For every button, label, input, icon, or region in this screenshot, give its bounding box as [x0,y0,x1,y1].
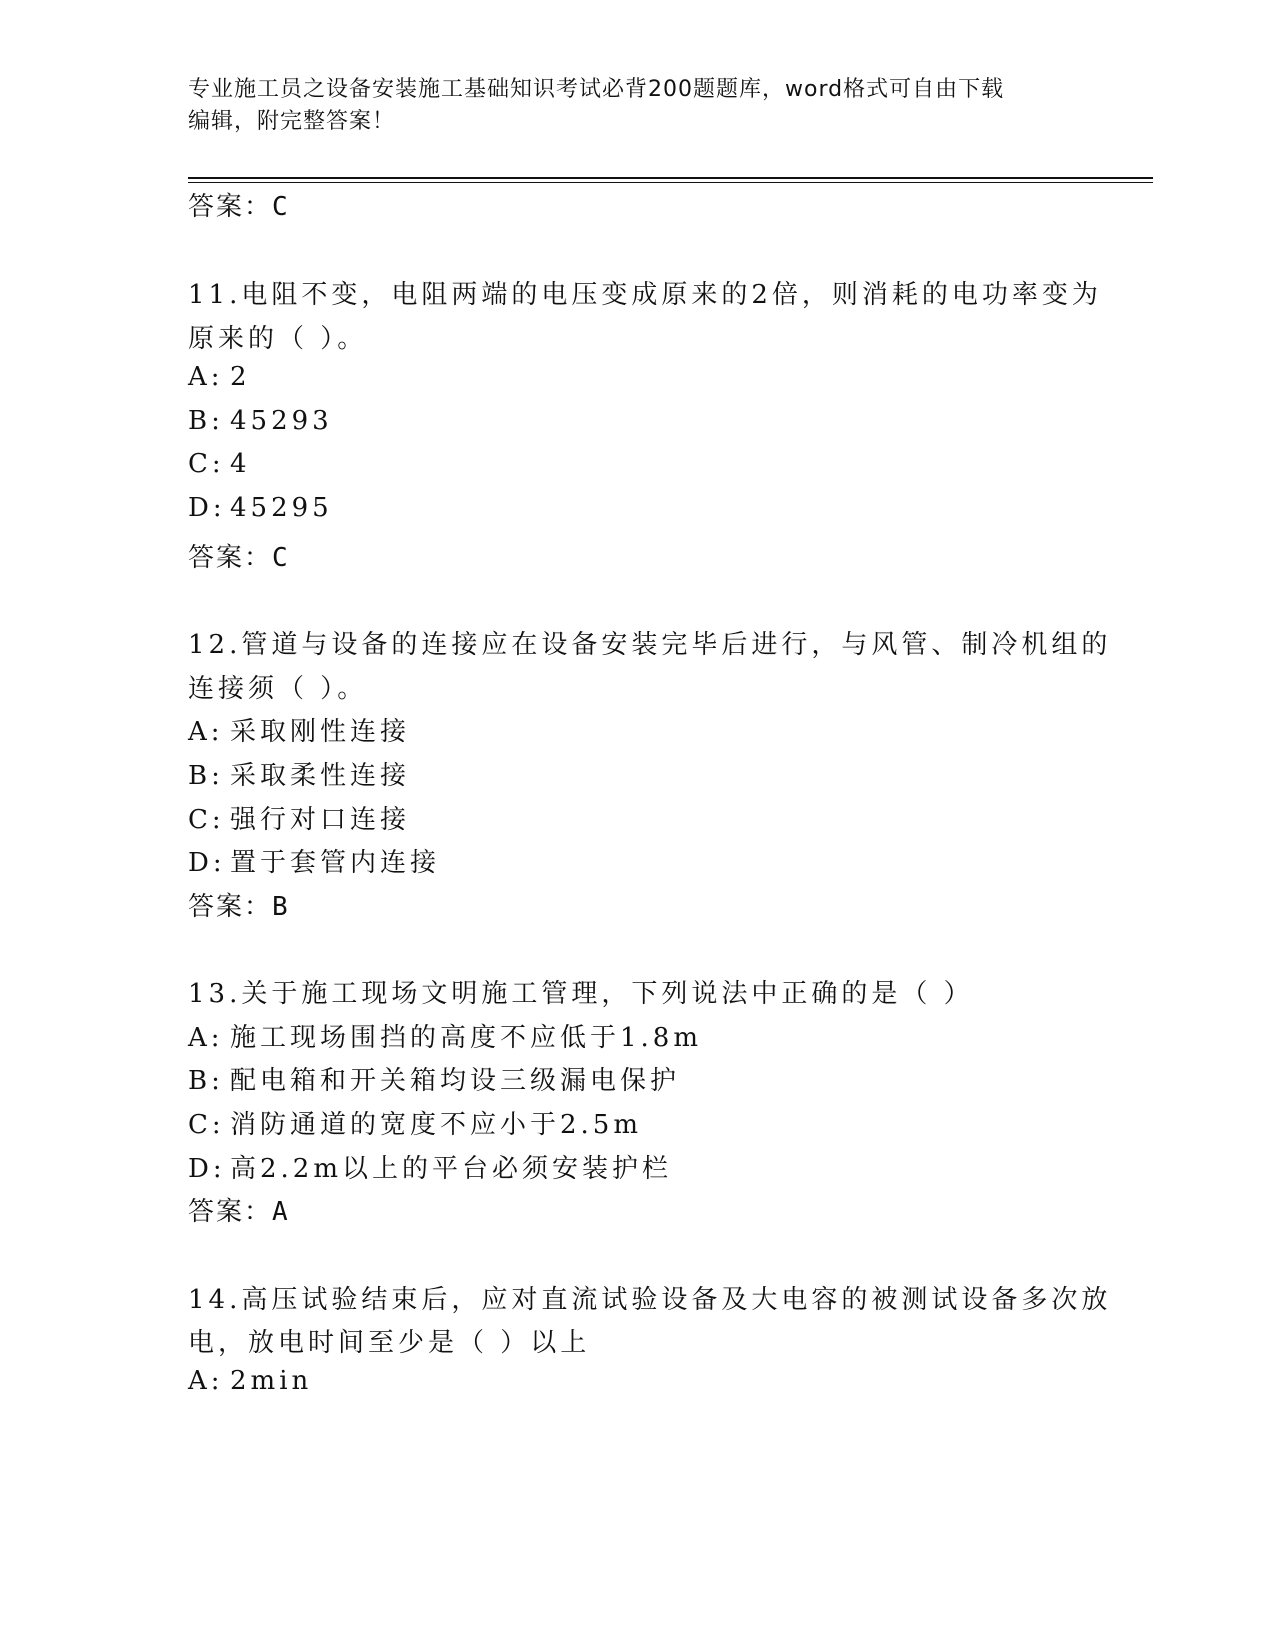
option-letter: D: [188,848,226,878]
option-text: 45295 [230,493,333,523]
question-11-text-line-2: 原来的（ ）。 [188,324,368,354]
option-text: 置于套管内连接 [230,848,441,878]
option-text: 施工现场围挡的高度不应低于1.8m [230,1023,703,1053]
header-title-line-2: 编辑，附完整答案！ [188,109,396,134]
option-letter: D: [188,1154,226,1184]
option-text: 45293 [230,406,333,436]
option-text: 2 [230,362,251,392]
question-12-option-d [188,842,440,879]
question-11-option-c [188,449,251,479]
option-letter: A: [188,1366,224,1396]
question-11-option-d [188,493,333,523]
question-12-text-line-2: 连接须（ ）。 [188,674,368,704]
option-letter: A: [188,717,224,747]
option-text: 高2.2m以上的平台必须安装护栏 [230,1154,673,1184]
answer-value: C [272,192,290,222]
option-text: 采取刚性连接 [230,717,411,747]
question-12-option-a [188,711,410,748]
option-letter: A: [188,1023,224,1053]
option-letter: C: [188,449,225,479]
question-13-option-a [188,1017,702,1054]
option-text: 消防通道的宽度不应小于2.5m [230,1110,643,1140]
option-letter: A: [188,362,224,392]
option-text: 采取柔性连接 [230,761,411,791]
option-text: 强行对口连接 [230,805,411,835]
question-14-text-line-2: 电，放电时间至少是（ ）以上 [188,1328,591,1358]
option-letter: B: [188,1066,224,1096]
option-text: 配电箱和开关箱均设三级漏电保护 [230,1066,681,1096]
answer-previous [188,186,290,223]
question-11-option-a [188,362,251,392]
question-13-answer [188,1191,290,1228]
question-14-text-line-1: 14.高压试验结束后，应对直流试验设备及大电容的被测试设备多次放 [188,1285,1112,1315]
answer-label: 答案： [188,1197,273,1227]
document-header [188,74,1088,138]
question-12-answer [188,886,290,923]
answer-value: C [272,543,290,573]
option-letter: C: [188,805,225,835]
question-11-text-line-1: 11.电阻不变，电阻两端的电压变成原来的2倍，则消耗的电功率变为 [188,280,1102,310]
question-12-option-c [188,799,410,836]
option-letter: B: [188,406,224,436]
answer-label: 答案： [188,192,273,222]
answer-label: 答案： [188,543,273,573]
question-14-option-a [188,1366,312,1396]
option-letter: B: [188,761,224,791]
option-text: 2min [230,1366,313,1396]
question-13-text-line-1: 13.关于施工现场文明施工管理，下列说法中正确的是（ ） [188,979,974,1009]
answer-value: B [272,892,290,922]
question-11-option-b [188,406,333,436]
answer-label: 答案： [188,892,273,922]
question-12-text-line-1: 12.管道与设备的连接应在设备安装完毕后进行，与风管、制冷机组的 [188,630,1112,660]
option-letter: C: [188,1110,225,1140]
question-12-option-b [188,755,410,792]
header-title-line-1: 专业施工员之设备安装施工基础知识考试必背200题题库，word格式可自由下载 [188,77,1005,102]
option-text: 4 [230,449,251,479]
answer-value: A [272,1197,290,1227]
option-letter: D: [188,493,226,523]
question-13-option-c [188,1104,642,1141]
question-11-answer [188,537,290,574]
question-13-option-d [188,1148,672,1185]
header-divider-thin [188,182,1153,183]
header-divider-thick [188,177,1153,179]
question-13-option-b [188,1060,680,1097]
